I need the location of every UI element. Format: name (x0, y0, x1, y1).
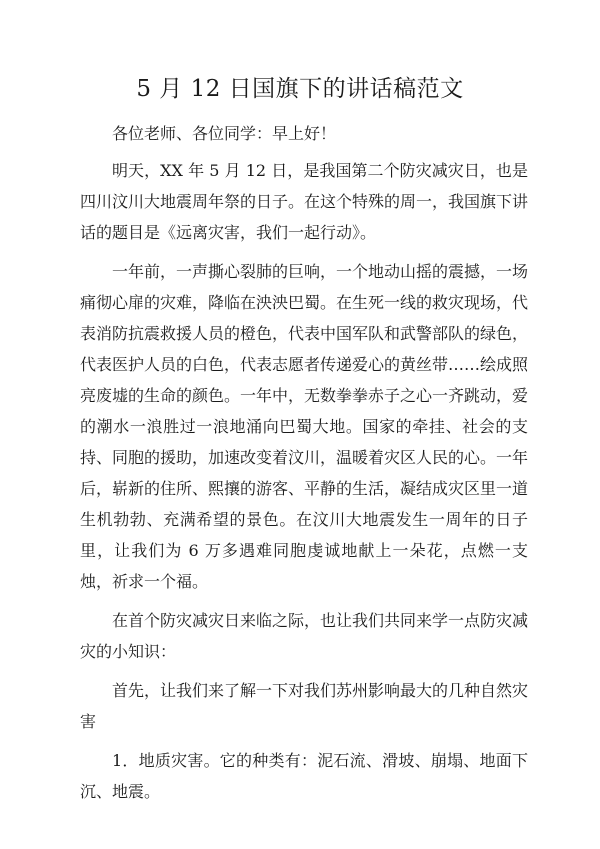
greeting-paragraph: 各位老师、各位同学：早上好！ (112, 124, 337, 143)
memorial-paragraph: 一年前，一声撕心裂肺的巨响，一个地动山摇的震撼，一场痛彻心扉的灾难，降临在泱泱巴蜀。在生死一线的救灾现场，代表消防抗震救援人员的橙色，代表中国军队和武警部队的绿色，代表医护人员的白色，代表志愿者传递爱心的黄丝带……绘成照亮废墟的生命的颜色。一年中，无数拳拳赤子之心一齐跳动，爱的潮水一浪胜过一浪地涌向巴蜀大地。国家的牵挂、社会的支持、同胞的援助，加速改变着汶川，温暖着灾区人民的心。一年后，崭新的住所、熙攘的游客、平静的生活，凝结成灾区里一道生机勃勃、充满希望的景色。在汶川大地震发生一周年的日子里，让我们为 6 万多遇难同胞虔诚地献上一朵花，点燃一支烛，祈求一个福。 (80, 262, 529, 591)
intro-paragraph: 明天，XX 年 5 月 12 日，是我国第二个防灾减灾日，也是四川汶川大地震周年祭的日子。在这个特殊的周一，我国旗下讲话的题目是《远离灾害，我们一起行动》。 (80, 161, 529, 242)
list-item-geological-disaster: 1．地质灾害。它的种类有：泥石流、滑坡、崩塌、地面下沉、地震。 (80, 751, 528, 801)
knowledge-intro-paragraph: 在首个防灾减灾日来临之际，也让我们共同来学一点防灾减灾的小知识： (80, 611, 529, 661)
document-title: 5 月 12 日国旗下的讲话稿范文 (136, 76, 464, 102)
disaster-types-intro-paragraph: 首先，让我们来了解一下对我们苏州影响最大的几种自然灾害 (80, 681, 529, 731)
document-body (80, 118, 528, 815)
